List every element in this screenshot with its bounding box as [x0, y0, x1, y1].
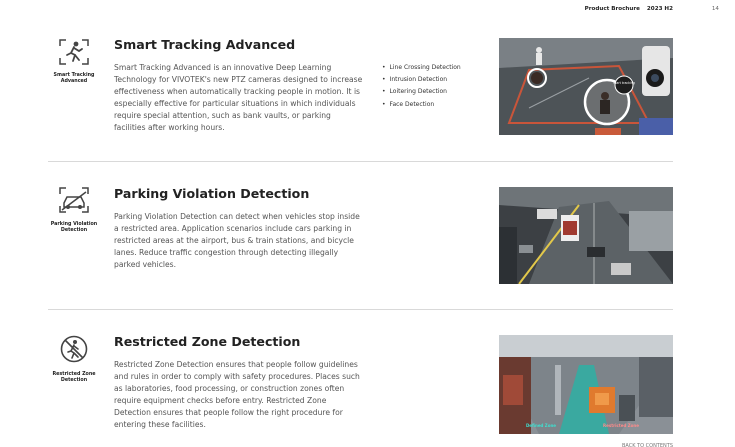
brochure-year: 2023 H2	[646, 6, 673, 12]
parking-violation-title: Parking Violation Detection	[114, 186, 310, 201]
brochure-title: Product Brochure	[584, 6, 640, 12]
running-person-tracking-icon	[56, 36, 92, 68]
defined-zone-label: Defined Zone	[525, 423, 557, 428]
page-number: 14	[711, 6, 719, 12]
photo-badge-text: Start tracking	[613, 81, 635, 85]
restricted-zone-icon-label: Restricted Zone Detection	[52, 372, 96, 383]
restricted-zone-photo	[499, 335, 673, 434]
parking-violation-icon-label: Parking Violation Detection	[50, 222, 98, 233]
list-item: • Line Crossing Detection	[382, 62, 461, 74]
back-to-contents-link[interactable]: BACK TO CONTENTS	[621, 443, 673, 447]
car-violation-icon	[56, 184, 92, 216]
parking-violation-photo	[499, 187, 673, 284]
smart-tracking-title: Smart Tracking Advanced	[114, 37, 296, 52]
section-divider	[48, 309, 673, 310]
restricted-zone-title: Restricted Zone Detection	[114, 334, 301, 349]
restricted-zone-label: Restricted Zone	[603, 423, 639, 428]
header-title	[585, 6, 673, 12]
list-item: • Face Detection	[382, 99, 461, 111]
list-item: • Intrusion Detection	[382, 74, 461, 86]
restricted-zone-description: Restricted Zone Detection ensures that people follow guidelines and rules in order to comply with safety procedures. Places such as laboratories, food processing, or construction zones often require equipment checks before entry. Restricted Zone Detection ensures that people follow the right procedure for entering these facilities.	[114, 360, 360, 429]
restricted-person-icon	[56, 333, 92, 365]
smart-tracking-icon-label: Smart Tracking Advanced	[53, 73, 95, 84]
section-divider	[48, 161, 673, 162]
list-item: • Loitering Detection	[382, 86, 461, 98]
parking-violation-description: Parking Violation Detection can detect when vehicles stop inside a restricted area. Application scenarios include cars parking in restricted areas at the airport, bus & train stations, and bicycle lanes. Reduce traffic congestion through detecting illegally parked vehicles.	[114, 212, 360, 269]
smart-tracking-feature-list	[382, 62, 461, 111]
smart-tracking-description: Smart Tracking Advanced is an innovative Deep Learning Technology for VIVOTEK's new PTZ cameras designed to increase effectiveness when automatically tracking people in motion. It is especially effective for particular situations in which individuals require special attention, such as bank vaults, or parking facilities after working hours.	[114, 63, 363, 132]
smart-tracking-photo	[499, 38, 673, 135]
